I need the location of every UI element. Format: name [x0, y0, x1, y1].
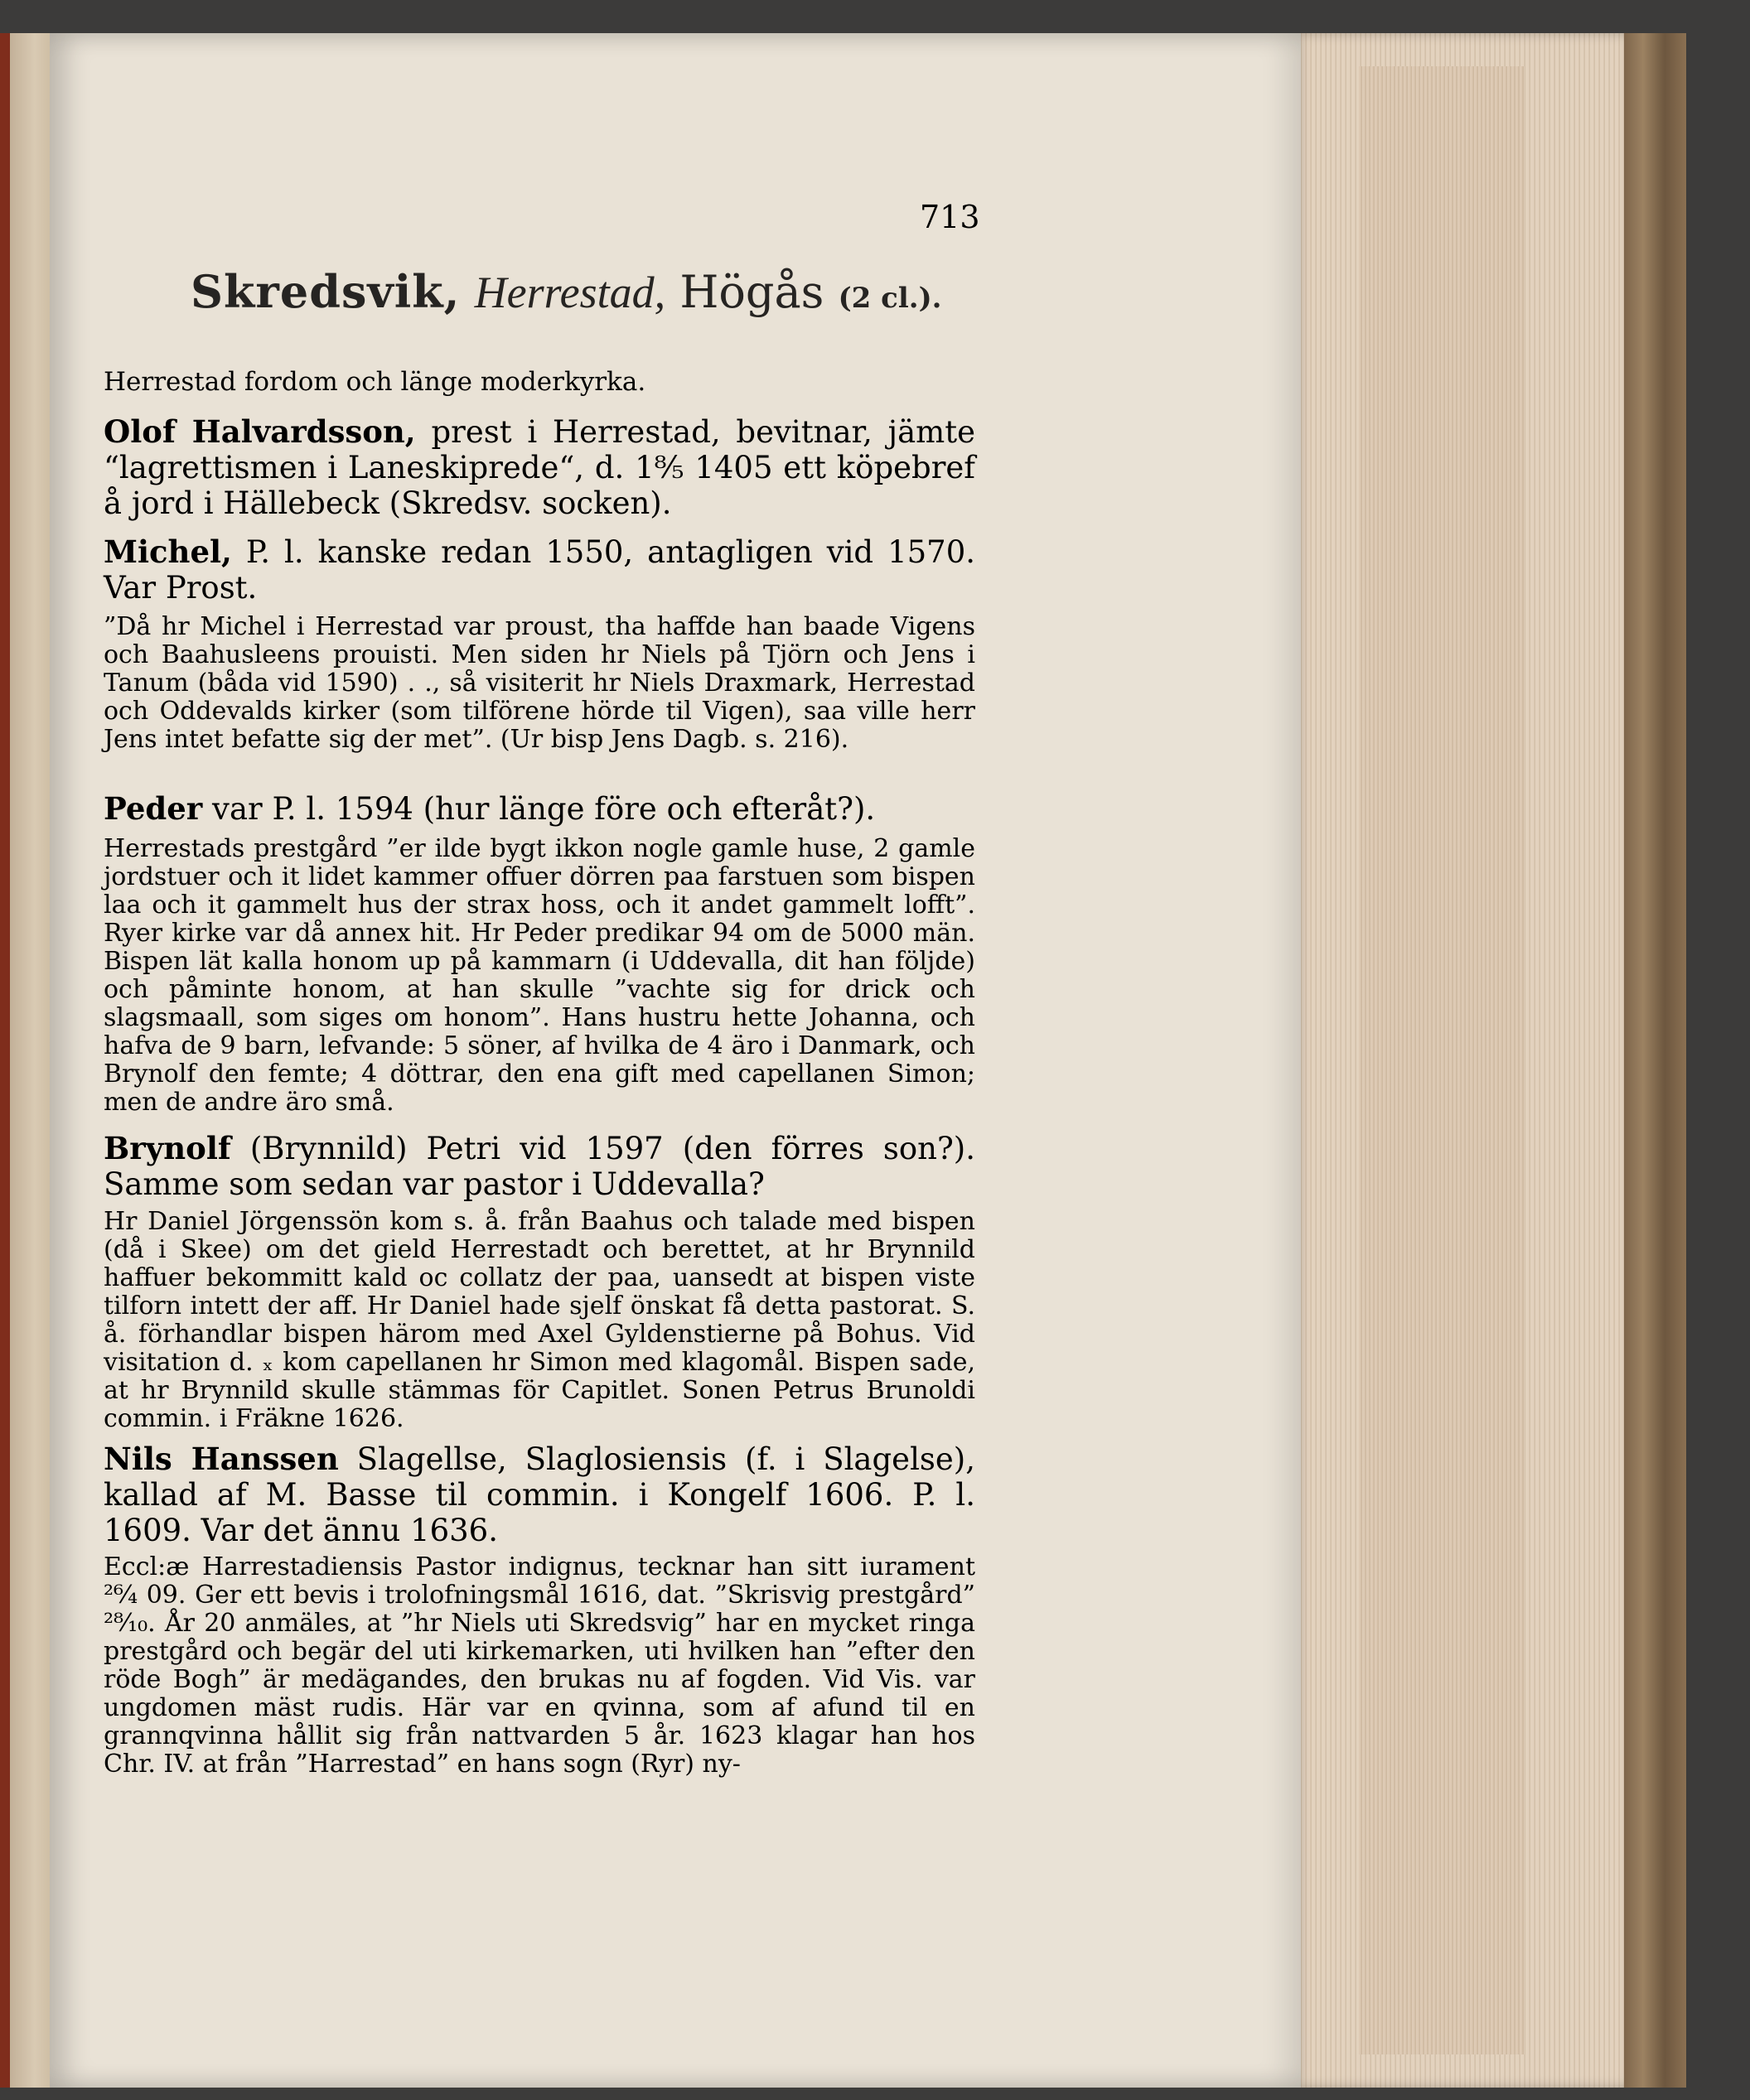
entry-note: Eccl:æ Harrestadiensis Pastor indignus, tecknar han sitt iurament ²⁶⁄₄ 09. Ger ett bevis i trolofningsmål 1616, dat. ”Skrisvig prestgård” ²⁸⁄₁₀. År 20 anmäles, at ”hr Niels uti Skredsvig” har en mycket ringa prestgård och begär del uti kirkemarken, uti hvilken han ”efter den röde Bogh” är medägandes, den brukas nu af fogden. Vid Vis. var ungdomen mäst rudis. Här var en qvinna, som af afund til en grannqvinna hållit sig från nattvarden 5 år. 1623 klagar han hos Chr. IV. at från ”Harrestad” en hans sogn (Ryr) ny- — [104, 1552, 975, 1779]
entry-nils — [104, 1441, 975, 1548]
title-parish: Herrestad, — [474, 268, 666, 317]
entry-name: Nils Hanssen — [104, 1441, 339, 1477]
title-district: Högås — [679, 266, 824, 318]
entry-michel-note — [104, 613, 975, 754]
entry-text: prest i Herrestad, bevitnar, jämte “lagrettismen i Laneskiprede“, d. 1⁸⁄₅ 1405 ett köpebref å jord i Hällebeck (Skredsv. socken). — [104, 414, 976, 521]
page-title — [191, 265, 942, 318]
entry-nils-note — [104, 1553, 975, 1779]
intro-text: Herrestad fordom och länge moderkyrka. — [104, 367, 646, 397]
entry-michel — [104, 534, 975, 606]
entry-note: ”Då hr Michel i Herrestad var proust, tha haffde han baade Vigens och Baahusleens prouisti. Men siden hr Niels på Tjörn och Jens i Tanum (båda vid 1590) . ., så visiterit hr Niels Draxmark, Herrestad och Oddevalds kirker (som tilförene hörde til Vigen), saa ville herr Jens intet befatte sig der met”. (Ur bisp Jens Dagb. s. 216). — [104, 612, 975, 754]
intro-line — [104, 364, 975, 400]
entry-text: (Brynnild) Petri vid 1597 (den förres son?). Samme som sedan var pastor i Uddevalla? — [104, 1131, 975, 1202]
entry-text: var P. l. 1594 (hur länge före och efteråt?). — [212, 791, 876, 827]
entry-text: P. l. kanske redan 1550, antagligen vid 1570. Var Prost. — [104, 534, 975, 606]
entry-text: Slagellse, Slaglosiensis (f. i Slagelse), kallad af M. Basse til commin. i Kongelf 1606. P. l. 1609. Var det ännu 1636. — [104, 1441, 975, 1548]
entry-name: Brynolf — [104, 1130, 231, 1166]
entry-name: Michel, — [104, 533, 232, 570]
title-class: (2 cl.). — [838, 282, 942, 315]
title-name: Skredsvik, — [191, 265, 461, 318]
entry-note: Hr Daniel Jörgenssön kom s. å. från Baahus och talade med bispen (då i Skee) om det gield Herrestadt och berettet, at hr Brynnild haffuer bekommitt kald oc collatz der paa, uansedt at bispen viste tilforn intett der aff. Hr Daniel hade sjelf önskat få detta pastorat. S. å. förhandlar bispen härom med Axel Gyldenstierne på Bohus. Vid visitation d. ₓ kom capellanen hr Simon med klagomål. Bispen sade, at hr Brynnild skulle stämmas för Capitlet. Sonen Petrus Brunoldi commin. i Fräkne 1626. — [104, 1207, 975, 1433]
entry-olof — [104, 414, 975, 521]
entry-brynolf-note — [104, 1208, 975, 1433]
entry-peder — [104, 791, 975, 827]
entry-peder-note — [104, 835, 975, 1117]
entry-note: Herrestads prestgård ”er ilde bygt ikkon nogle gamle huse, 2 gamle jordstuer och it lidet kammer offuer dörren paa farstuen som bispen laa och it gammelt hus der strax hoss, och it andet gammelt lofft”. Ryer kirke var då annex hit. Hr Peder predikar 94 om de 5000 män. Bispen lät kalla honom up på kammarn (i Uddevalla, dit han följde) och påminte honom, at han skulle ”vachte sig for drick och slagsmaall, som siges om honom”. Hans hustru hette Johanna, och hafva de 9 barn, lefvande: 5 söner, af hvilka de 4 äro i Danmark, och Brynolf den femte; 4 döttrar, den ena gift med capellanen Simon; men de andre äro små. — [104, 834, 975, 1117]
entry-name: Peder — [104, 790, 203, 827]
left-cover-edge — [0, 33, 10, 2088]
entry-brynolf — [104, 1131, 975, 1202]
page-block-edges-inner — [1359, 66, 1525, 2054]
entry-name: Olof Halvardsson, — [104, 413, 416, 450]
page-number: 713 — [920, 199, 980, 235]
